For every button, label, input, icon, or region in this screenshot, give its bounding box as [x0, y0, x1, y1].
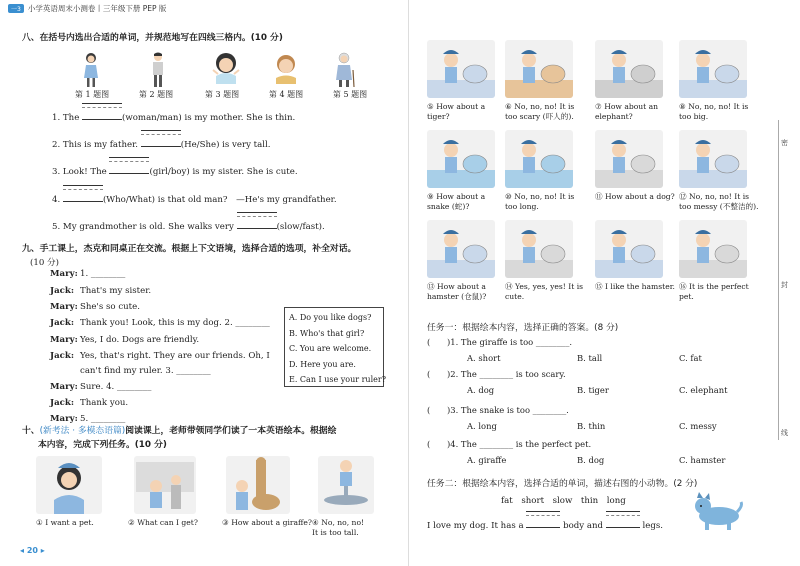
right-page	[408, 0, 800, 566]
panel-image	[505, 40, 573, 98]
panel-caption: ⑯ It is the perfect pet.	[679, 282, 749, 301]
panel-caption: ⑫ No, no, no! It is too messy (不整洁的).	[679, 192, 759, 211]
dialog-line	[50, 382, 151, 392]
panel-image	[679, 130, 747, 188]
s8-item-3-choice: (girl/boy) is my sister. She is cute.	[149, 167, 298, 177]
s8-answer-3[interactable]	[109, 164, 149, 174]
panel-image	[427, 130, 495, 188]
task1-option[interactable]: C. hamster	[679, 455, 726, 465]
dog-image	[691, 490, 745, 535]
s8-item-3	[52, 164, 298, 177]
dialog-text: Sure. 4. ________	[80, 382, 152, 392]
task1-option[interactable]: C. messy	[679, 421, 717, 431]
panel-1-image	[36, 456, 102, 514]
section-9-title: 九、手工课上，杰克和同桌正在交流。根据上下文语境，选择合适的选项，补全对话。	[22, 244, 357, 254]
task2-sentence-a: I love my dog. It has a	[427, 521, 524, 531]
dialog-line	[50, 286, 151, 296]
caption-4: 第 4 题图	[268, 90, 304, 99]
page-number: ◂ 20 ▸	[20, 546, 45, 555]
task1-option[interactable]: B. dog	[577, 455, 605, 465]
task1-question: ( )3. The snake is too ________.	[427, 405, 569, 415]
s8-item-3-pre: 3. Look! The	[52, 167, 107, 177]
panel-image	[505, 130, 573, 188]
figure-girl	[210, 52, 242, 87]
task1-option[interactable]: A. dog	[467, 385, 495, 395]
caption-3: 第 3 题图	[204, 90, 240, 99]
caption-5: 第 5 题图	[332, 90, 368, 99]
dialog-text: 5. ________	[80, 414, 126, 424]
panel-caption: ⑩ No, no, no! It is too long.	[505, 192, 575, 211]
dialog-line	[50, 366, 211, 376]
panel-image	[427, 40, 495, 98]
section-9-score: (10 分)	[30, 258, 59, 268]
options-box	[284, 307, 384, 387]
panel-3-caption: ③ How about a giraffe?	[222, 518, 312, 527]
s8-item-5-choice: (slow/fast).	[276, 222, 325, 232]
s8-item-2	[52, 137, 271, 150]
option-d: D. Here you are.	[289, 359, 356, 369]
dialog-speaker: Mary:	[50, 269, 78, 279]
task1-option[interactable]: A. short	[467, 353, 501, 363]
panel-caption: ⑭ Yes, yes, yes! It is cute.	[505, 282, 584, 301]
panel-3-image	[226, 456, 290, 514]
panel-4-caption: ④ No, no, no! It is too tall.	[312, 518, 365, 537]
dialog-line	[50, 269, 125, 279]
dialog-speaker: Jack:	[50, 351, 74, 361]
header-title: 小学英语周末小测卷丨三年级下册 PEP 版	[27, 4, 167, 13]
option-e: E. Can I use your ruler?	[289, 375, 386, 385]
dialog-text: can't find my ruler. 3. ________	[80, 366, 211, 376]
task1-question: ( )1. The giraffe is too ________.	[427, 337, 573, 347]
panel-caption: ⑮ I like the hamster.	[595, 282, 675, 291]
panel-image	[595, 220, 663, 278]
dialog-speaker: Mary:	[50, 302, 78, 312]
dialog-speaker: Mary:	[50, 335, 78, 345]
dialog-speaker: Mary:	[50, 382, 78, 392]
task2-sentence-c: legs.	[642, 521, 663, 531]
side-mark-3: 线	[781, 429, 788, 437]
option-a: A. Do you like dogs?	[289, 313, 372, 322]
s8-answer-5[interactable]	[237, 219, 277, 229]
dialog-text: She's so cute.	[80, 302, 140, 312]
s8-item-5	[52, 219, 325, 232]
panel-image	[595, 130, 663, 188]
caption-2: 第 2 题图	[138, 90, 174, 99]
dialog-text: 1. ________	[80, 269, 126, 279]
task1-option[interactable]: C. elephant	[679, 385, 728, 395]
header-tag: 一3	[8, 4, 24, 13]
dialog-text: Thank you.	[80, 398, 129, 408]
section-10-tag: (新考法 · 多模态语篇)	[39, 426, 126, 436]
dialog-text: Thank you! Look, this is my dog. 2. ________	[80, 318, 270, 328]
task1-option[interactable]: B. tiger	[577, 385, 609, 395]
task2-sentence	[427, 518, 663, 531]
panel-caption: ⑥ No, no, no! It is too scary (吓人的).	[505, 102, 575, 121]
section-8-title: 八、在括号内选出合适的单词，并规范地写在四线三格内。(10 分)	[22, 33, 283, 43]
dialog-speaker: Jack:	[50, 286, 74, 296]
dialog-text: That's my sister.	[80, 286, 152, 296]
binding-line	[778, 120, 779, 440]
s8-item-4	[52, 192, 337, 205]
panel-2-caption: ② What can I get?	[128, 518, 198, 527]
task1-option[interactable]: B. thin	[577, 421, 606, 431]
figure-man	[150, 52, 166, 91]
task1-option[interactable]: C. fat	[679, 353, 702, 363]
s8-item-2-choice: (He/She) is very tall.	[180, 140, 271, 150]
dialog-text: Yes, that's right. They are our friends. Oh, I	[80, 351, 270, 361]
s8-item-1-pre: 1. The	[52, 113, 80, 123]
task1-question: ( )2. The ________ is too scary.	[427, 369, 566, 379]
panel-caption: ⑧ No, no, no! It is too big.	[679, 102, 749, 121]
task2-title: 任务二：根据绘本内容，选择合适的单词，描述右图的小动物。(2 分)	[427, 479, 698, 489]
option-c: C. You are welcome.	[289, 344, 372, 354]
s8-item-4-pre: 4.	[52, 195, 61, 205]
panel-caption: ⑨ How about a snake (蛇)?	[427, 192, 486, 211]
s8-answer-4[interactable]	[63, 192, 103, 202]
panel-caption: ⑤ How about a tiger?	[427, 102, 486, 121]
s8-answer-2[interactable]	[141, 137, 181, 147]
s8-item-1	[52, 110, 295, 123]
panel-2-image	[134, 456, 196, 514]
side-mark-2: 封	[781, 281, 788, 289]
s8-answer-1[interactable]	[82, 110, 122, 120]
dialog-speaker: Mary:	[50, 414, 78, 424]
dialog-line	[50, 351, 270, 361]
task2-blank-1[interactable]	[526, 518, 560, 528]
task1-title: 任务一：根据绘本内容，选择正确的答案。(8 分)	[427, 323, 619, 333]
dialog-line	[50, 302, 140, 312]
dialog-speaker: Jack:	[50, 318, 74, 328]
dialog-line	[50, 335, 199, 345]
section-10-text: 阅读课上，老师带领同学们读了一本英语绘本。根据绘	[125, 426, 337, 436]
s8-item-1-choice: (woman/man) is my mother. She is thin.	[122, 113, 296, 123]
panel-caption: ⑬ How about a hamster (仓鼠)?	[427, 282, 487, 301]
panel-image	[505, 220, 573, 278]
panel-image	[679, 220, 747, 278]
side-mark-1: 密	[781, 139, 788, 147]
caption-1: 第 1 题图	[74, 90, 110, 99]
task2-word-bank: fat short slow thin long	[501, 496, 626, 506]
panel-image	[679, 40, 747, 98]
figure-boy	[272, 54, 300, 87]
task1-option[interactable]: A. giraffe	[467, 455, 507, 465]
task2-blank-2[interactable]	[606, 518, 640, 528]
s8-item-2-pre: 2. This is my father.	[52, 140, 138, 150]
section-10-label: 十、	[22, 426, 40, 436]
panel-image	[427, 220, 495, 278]
option-b: B. Who's that girl?	[289, 328, 365, 338]
task1-option[interactable]: A. long	[467, 421, 497, 431]
page-number-value: 20	[26, 546, 38, 555]
dialog-line	[50, 318, 270, 328]
task1-option[interactable]: B. tall	[577, 353, 603, 363]
panel-caption: ⑦ How about an elephant?	[595, 102, 659, 121]
s8-item-5-pre: 5. My grandmother is old. She walks very	[52, 222, 234, 232]
panel-image	[595, 40, 663, 98]
figure-grandmother	[332, 52, 356, 91]
figure-woman	[82, 52, 100, 91]
dialog-line	[50, 398, 128, 408]
section-10-title-2: 本内容，完成下列任务。(10 分)	[38, 440, 167, 450]
dialog-speaker: Jack:	[50, 398, 74, 408]
section-10-title	[22, 423, 336, 436]
panel-4-image	[318, 456, 374, 514]
dialog-text: Yes, I do. Dogs are friendly.	[80, 335, 200, 345]
panel-caption: ⑪ How about a dog?	[595, 192, 675, 201]
task2-sentence-b: body and	[563, 521, 604, 531]
s8-item-4-choice: (Who/What) is that old man? —He's my grandfather.	[102, 195, 337, 205]
task1-question: ( )4. The ________ is the perfect pet.	[427, 439, 592, 449]
panel-1-caption: ① I want a pet.	[36, 518, 94, 527]
page-header	[8, 3, 166, 14]
